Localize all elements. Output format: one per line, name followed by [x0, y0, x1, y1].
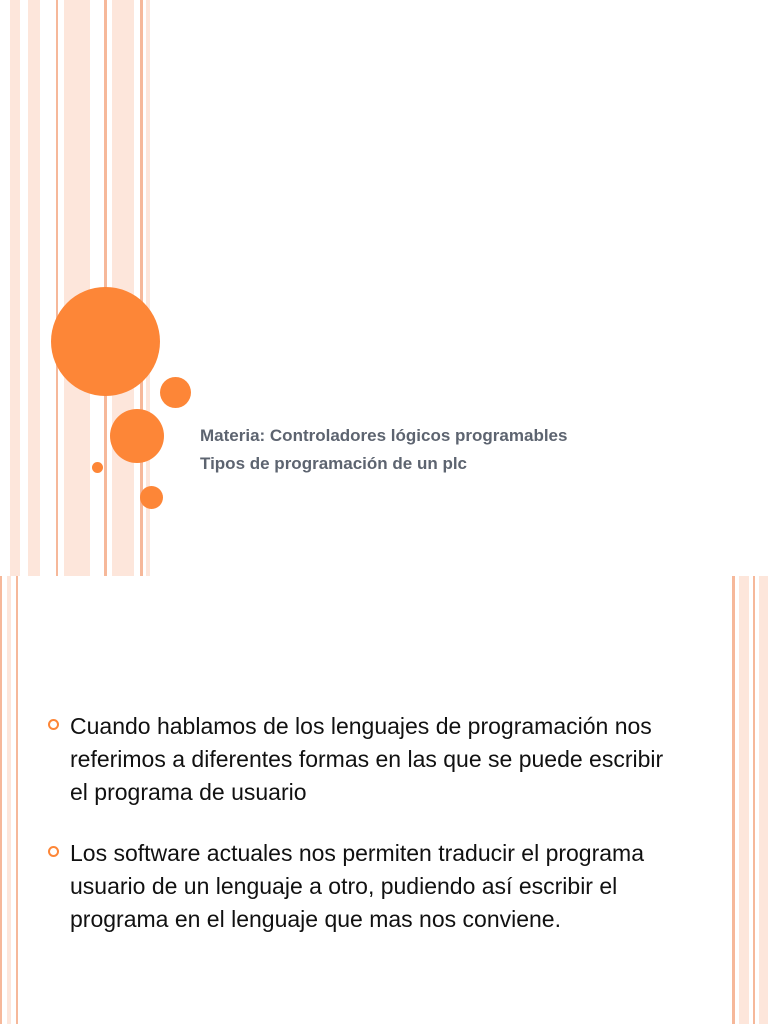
decorative-stripe — [0, 576, 2, 1024]
decorative-stripe — [64, 0, 90, 576]
large-circle-decoration — [51, 287, 160, 396]
decorative-stripe — [10, 0, 20, 576]
list-item — [46, 837, 686, 936]
decorative-stripe — [739, 576, 749, 1024]
small-circle-decoration — [140, 486, 163, 509]
decorative-stripe — [56, 0, 58, 576]
bullet-list — [46, 710, 686, 964]
decorative-stripe — [759, 576, 768, 1024]
tiny-circle-decoration — [92, 462, 103, 473]
bullet-circle-icon — [48, 719, 59, 730]
decorative-stripe — [732, 576, 735, 1024]
bullet-text: Cuando hablamos de los lenguajes de programación nos referimos a diferentes formas en las que se puede escribir el programa de usuario — [70, 713, 664, 805]
small-circle-decoration — [160, 377, 191, 408]
bullet-circle-icon — [48, 846, 59, 857]
decorative-stripe — [28, 0, 40, 576]
decorative-stripe — [7, 576, 11, 1024]
decorative-stripe — [753, 576, 755, 1024]
slide-title — [200, 422, 720, 478]
bullet-text: Los software actuales nos permiten traducir el programa usuario de un lenguaje a otro, pudiendo así escribir el programa en el lenguaje que mas nos conviene. — [70, 840, 645, 932]
decorative-stripe — [16, 576, 18, 1024]
content-slide — [0, 576, 768, 1024]
medium-circle-decoration — [110, 409, 164, 463]
title-line-topic: Tipos de programación de un plc — [200, 454, 468, 473]
title-line-subject: Materia: Controladores lógicos programables — [200, 426, 568, 445]
list-item — [46, 710, 686, 809]
